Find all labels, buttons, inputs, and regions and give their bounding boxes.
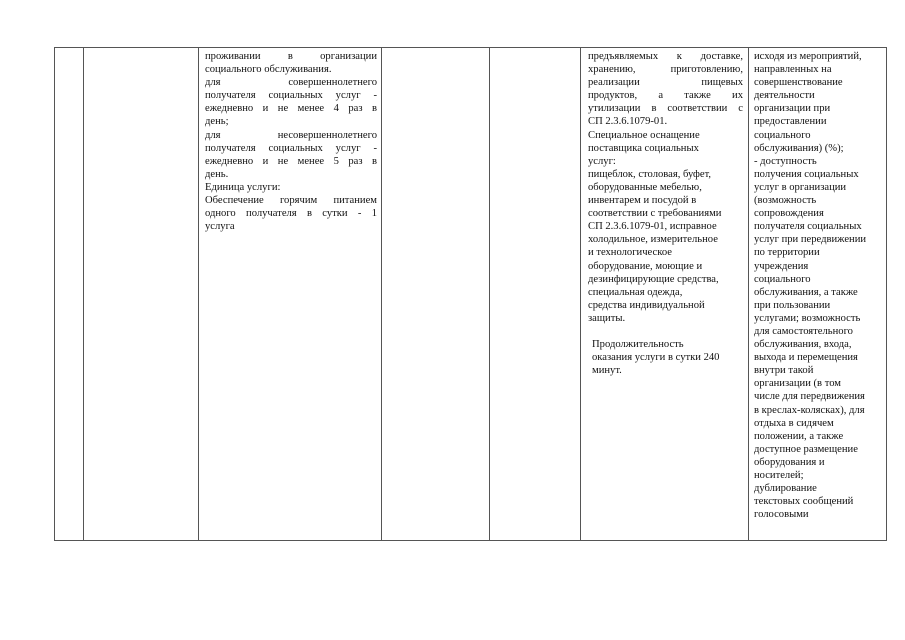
text-line: инвентарем и посудой в <box>588 195 697 207</box>
text-line: утилизации в соответствии с <box>588 103 743 115</box>
text-line: получателя социальных <box>754 221 862 233</box>
text-line: Специальное оснащение <box>588 129 700 141</box>
text-line: получения социальных <box>754 168 859 180</box>
text-line: оборудования и <box>754 456 825 468</box>
text-line: социального обслуживания. <box>205 64 332 76</box>
text-line: - доступность <box>754 155 817 167</box>
text-line: СП 2.3.6.1079-01. <box>588 116 668 128</box>
column-divider-6 <box>748 48 749 540</box>
text-line: социального <box>754 129 811 141</box>
text-line: организации (в том <box>754 378 841 390</box>
cell-quality-indicators <box>754 50 886 521</box>
text-line: носителей; <box>754 470 804 481</box>
text-line: дезинфицирующие средства, <box>588 273 719 285</box>
text-line: при пользовании <box>754 299 831 311</box>
text-line: реализации пищевых <box>588 77 743 89</box>
text-line: продуктов, а также их <box>588 90 743 102</box>
text-line: оказания услуги в сутки 240 <box>592 352 720 364</box>
text-line: одного получателя в сутки - 1 <box>205 208 377 220</box>
text-line: средства индивидуальной <box>588 299 705 311</box>
text-line: Обеспечение горячим питанием <box>205 195 377 207</box>
column-divider-2 <box>198 48 199 540</box>
text-line: (возможность <box>754 195 817 207</box>
column-divider-3 <box>381 48 382 540</box>
text-line: сопровождения <box>754 208 824 220</box>
text-line: услуг в организации <box>754 181 847 193</box>
text-line: внутри такой <box>754 365 814 377</box>
column-divider-5 <box>580 48 581 540</box>
text-line: направленных на <box>754 64 832 76</box>
text-line: отдыха в сидячем <box>754 417 834 429</box>
duration-note <box>588 338 743 377</box>
text-line: проживании в организации <box>205 51 377 62</box>
text-line: получателя социальных услуг - <box>205 90 377 102</box>
text-line: социального <box>754 273 811 285</box>
text-line: оборудованные мебелью, <box>588 181 702 193</box>
column-divider-4 <box>489 48 490 540</box>
text-line: услуга <box>205 221 235 233</box>
text-line: хранению, приготовлению, <box>588 64 743 76</box>
text-line: текстовых сообщений <box>754 496 854 508</box>
text-line: обслуживания, а также <box>754 286 858 298</box>
text-line: Продолжительность <box>592 338 684 350</box>
cell-conditions <box>588 50 743 377</box>
text-line: для самостоятельного <box>754 325 853 337</box>
text-line: числе для передвижения <box>754 391 865 403</box>
text-line: деятельности <box>754 90 815 102</box>
text-line: и технологическое <box>588 247 672 259</box>
text-line: услуг: <box>588 155 616 167</box>
text-line: соответствии с требованиями <box>588 208 722 220</box>
text-line: специальная одежда, <box>588 286 683 298</box>
column-divider-1 <box>83 48 84 540</box>
text-line: учреждения <box>754 260 809 272</box>
text-line: пищеблок, столовая, буфет, <box>588 168 712 180</box>
services-table <box>54 47 887 541</box>
text-line: для совершеннолетнего <box>205 77 377 89</box>
text-line: услуг при передвижении <box>754 234 867 246</box>
text-line: день; <box>205 116 229 128</box>
text-line: день. <box>205 168 229 180</box>
cell-service-periodicity <box>205 50 377 233</box>
text-line: защиты. <box>588 312 626 324</box>
text-line: услугами; возможность <box>754 312 861 324</box>
text-line: Единица услуги: <box>205 181 281 193</box>
text-line: поставщика социальных <box>588 142 699 154</box>
text-line: совершенствование <box>754 77 843 89</box>
text-line: голосовыми <box>754 509 809 521</box>
text-line: для несовершеннолетнего <box>205 129 377 141</box>
text-line: ежедневно и не менее 4 раз в <box>205 103 377 115</box>
text-line: исходя из мероприятий, <box>754 51 862 62</box>
text-line: обслуживания) (%); <box>754 142 844 154</box>
text-line: в креслах-колясках), для <box>754 404 865 416</box>
text-line: по территории <box>754 247 820 259</box>
text-line: холодильное, измерительное <box>588 234 718 246</box>
text-line: дублирование <box>754 483 817 495</box>
text-line: выхода и перемещения <box>754 352 858 364</box>
text-line: обслуживания, входа, <box>754 339 852 351</box>
text-line: минут. <box>592 365 622 377</box>
text-line: ежедневно и не менее 5 раз в <box>205 155 377 167</box>
text-line: доступное размещение <box>754 443 858 455</box>
text-line: СП 2.3.6.1079-01, исправное <box>588 221 717 233</box>
text-line: организации при <box>754 103 831 115</box>
text-line: оборудование, моющие и <box>588 260 703 272</box>
text-line: предоставлении <box>754 116 827 128</box>
text-line: получателя социальных услуг - <box>205 142 377 154</box>
text-line: предъявляемых к доставке, <box>588 51 743 62</box>
text-line: положении, а также <box>754 430 844 442</box>
